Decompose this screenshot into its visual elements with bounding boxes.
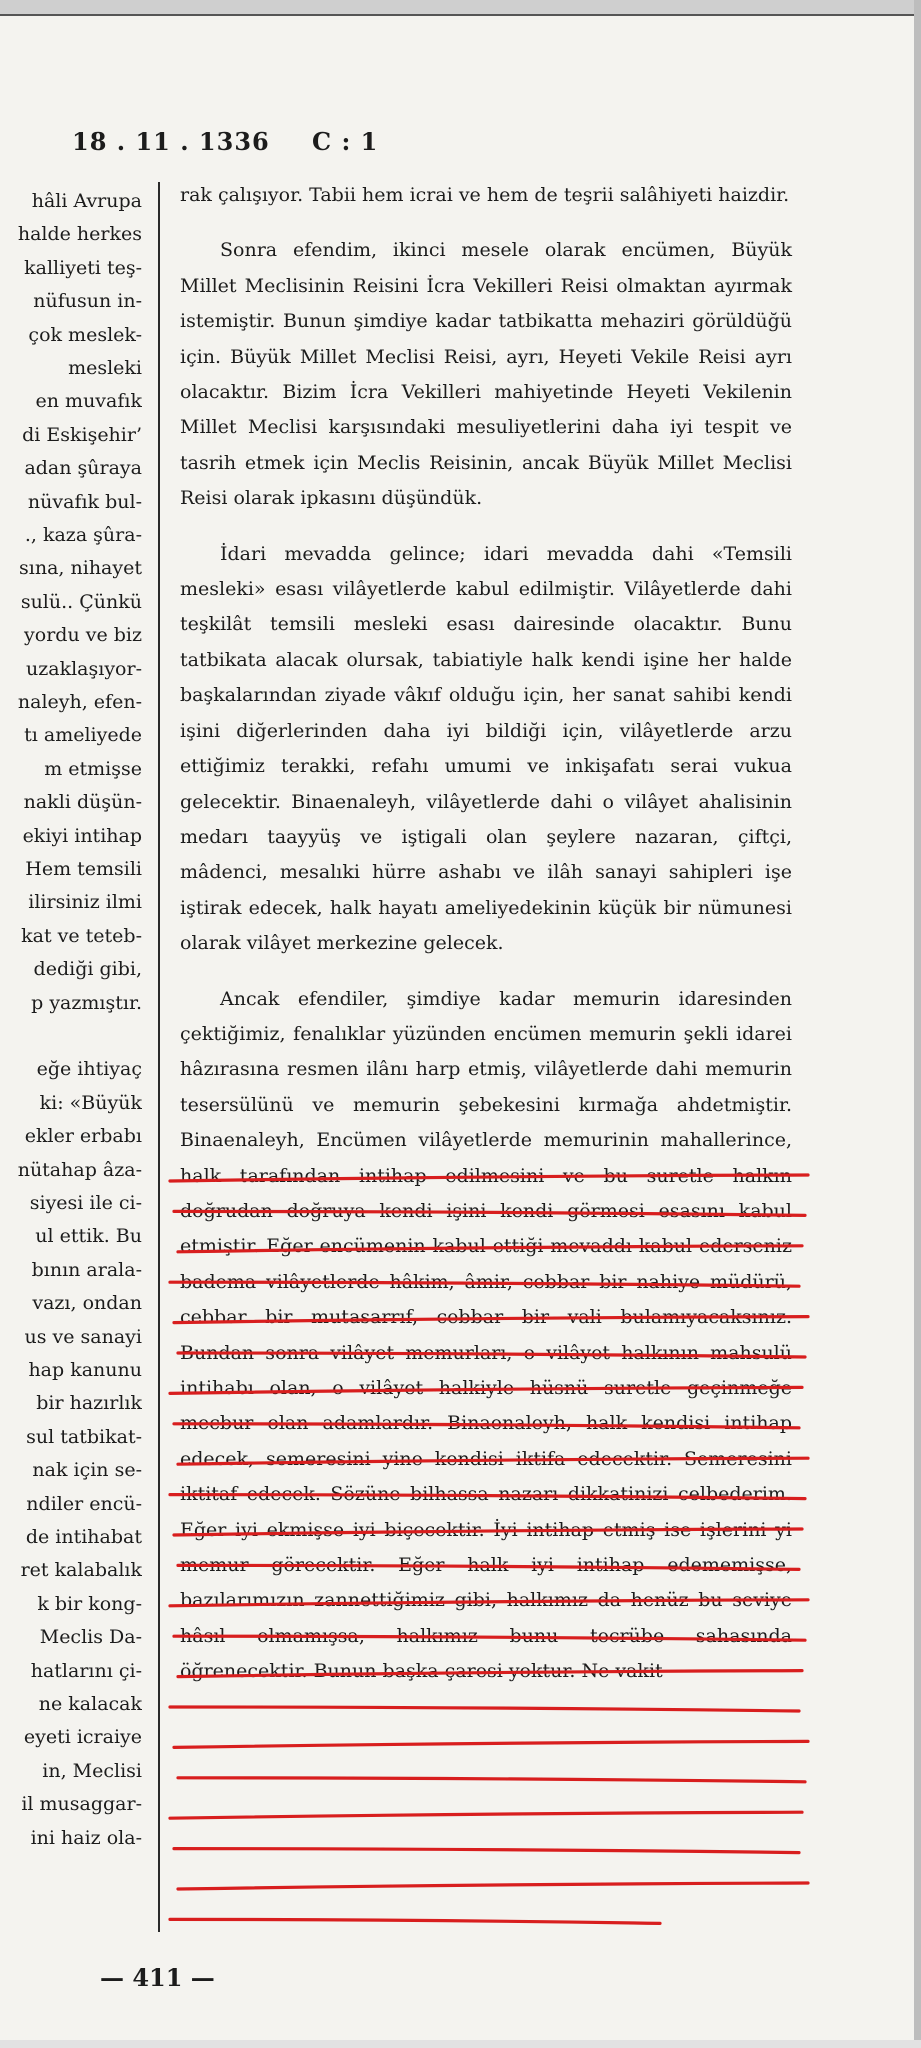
header-date: 18 . 11 . 1336 xyxy=(72,127,270,156)
left-column-line: vazı, ondan xyxy=(32,1292,142,1315)
column-divider xyxy=(158,182,160,1932)
left-column-line: in, Meclisi xyxy=(42,1759,142,1782)
left-column-line: nüfusun in- xyxy=(33,290,142,313)
left-column-line: nütahap âza- xyxy=(17,1158,142,1181)
left-column-line: mesleki xyxy=(68,357,142,379)
left-column-line: de intihabat xyxy=(25,1526,142,1548)
left-column-line: yordu ve biz xyxy=(24,624,142,647)
left-column-line: nakli düşün- xyxy=(23,791,142,814)
paragraph: İdari mevadda gelince; idari mevadda dahi «Temsili mesleki» esası vilâyetlerde kabul edilmiştir. Vilâyetlerde dahi teşkilât temsili mesleki esası dairesinde olacaktır. Bunu tatbikata alacak olursak, tabiatiyle halk kendi işine her halde başkalarından ziyade vâkıf olduğu için, her sanat sahibi kendi işini diğerlerinden daha iyi bildiği için, vilâyetlerde arzu ettiğimiz terakki, refahı umumi ve inkişafatı serai vukua gelecektir. Binaenaleyh, vilâyetlerde dahi o vilâyet ahalisinin medarı taayyüş ve iştigali olan şeylere nazaran, çiftçi, mâdenci, mesalıki hürre ashabı ve ilâh sanayi sahipleri işe iştirak edecek, halk hayatı ameliyedekinin küçük bir nümunesi olarak vilâyet merkezine gelecek. xyxy=(180,542,792,955)
left-column-line: nüvafık bul- xyxy=(27,490,142,513)
left-column-line: hatlarını çi- xyxy=(30,1659,142,1682)
scan-right-border xyxy=(914,0,921,2048)
left-column-line: ul ettik. Bu xyxy=(35,1225,142,1248)
left-column-line: sına, nihayet xyxy=(19,557,142,580)
left-column-line: ilirsiniz ilmi xyxy=(28,891,142,914)
left-column-line: hâli Avrupa xyxy=(31,190,142,212)
left-column-line: kalliyeti teş- xyxy=(24,256,142,279)
left-column-line: Meclis Da- xyxy=(39,1626,142,1649)
left-column-line: il musaggar- xyxy=(21,1793,142,1816)
left-column-line: siyesi ile ci- xyxy=(29,1192,142,1214)
scan-bottom-border xyxy=(0,2040,921,2048)
left-column-line: uzaklaşıyor- xyxy=(26,657,142,680)
left-column-line: k bir kong- xyxy=(37,1592,142,1615)
scan-top-border xyxy=(0,0,921,14)
left-column-line: kat ve teteb- xyxy=(21,924,142,947)
paragraph-continued: rak çalışıyor. Tabii hem icrai ve hem de teşrii salâhiyeti haizdir. xyxy=(180,184,790,206)
left-column-line: ndiler encü- xyxy=(26,1492,142,1515)
left-column-line: hap kanunu xyxy=(28,1359,142,1381)
left-column-line: bir hazırlık xyxy=(36,1392,142,1415)
left-column-line: sul tatbikat- xyxy=(26,1425,142,1448)
header-column-number: C : 1 xyxy=(312,127,379,156)
left-column-line: ki: «Büyük xyxy=(39,1091,142,1114)
left-column-line: ., kaza şûra- xyxy=(24,524,142,546)
left-column-line: ne kalacak xyxy=(38,1693,142,1715)
left-column-line: ret kalabalık xyxy=(20,1559,142,1582)
paragraph: Sonra efendim, ikinci mesele olarak encümen, Büyük Millet Meclisinin Reisini İcra Vekilleri Reisi olmaktan ayırmak istemiştir. Bunun şimdiye kadar tatbikatta mehaziri görüldüğü için. Büyük Millet Meclisi Reisi, ayrı, Heyeti Vekile Reisi ayrı olacaktır. Bizim İcra Vekilleri mahiyetinde Heyeti Vekilenin Millet Meclisi karşısındaki mesuliyetlerini daha iyi tespit ve tasrih etmek için Meclis Reisinin, ancak Büyük Millet Meclisi Reisi olarak ipkasını düşündük. xyxy=(180,239,792,510)
left-column-line: eyeti icraiye xyxy=(23,1726,142,1749)
left-column-line: halde herkes xyxy=(17,223,142,246)
left-column-line: ekler erbabı xyxy=(24,1125,142,1148)
main-column xyxy=(180,178,792,1958)
left-column-line: Hem temsili xyxy=(25,858,142,880)
left-column-line: sulü.. Çünkü xyxy=(20,590,142,613)
left-column-line: naleyh, efen- xyxy=(17,691,142,713)
left-column-line: us ve sanayi xyxy=(24,1325,142,1348)
left-column-line: m etmişse xyxy=(44,757,142,780)
left-column-line: en muvafık xyxy=(35,390,142,413)
left-column-line: tı ameliyede xyxy=(24,724,142,747)
left-column-line: ini haiz ola- xyxy=(30,1826,142,1849)
left-column-line: adan şûraya xyxy=(24,457,142,480)
scan-top-line xyxy=(0,14,921,16)
left-column-line: di Eskişehir’ xyxy=(22,423,142,446)
left-column-line: eğe ihtiyaç xyxy=(36,1058,142,1081)
page-number: — 411 — xyxy=(100,1963,215,1992)
left-column-line: p yazmıştır. xyxy=(31,991,142,1014)
left-column-fragment xyxy=(0,178,142,2018)
left-column-line: ekiyi intihap xyxy=(22,824,142,847)
left-column-line: dediği gibi, xyxy=(33,958,142,981)
left-column-line: çok meslek- xyxy=(28,323,142,346)
left-column-line: bının arala- xyxy=(31,1258,142,1281)
left-column-line: nak için se- xyxy=(32,1459,142,1482)
underlined-paragraph: Ancak efendiler, şimdiye kadar memurin idaresinden çektiğimiz, fenalıklar yüzünden encümen memurin şekli idarei hâzırasına resmen ilânı harp etmiş, vilâyetlerde dahi memurin tesersülünü ve memurin şebekesini kırmağa ahdetmiştir. Binaenaleyh, Encümen vilâyetlerde memurinin mahallerince, halk tarafından intihap edilmesini ve bu suretle halkın doğrudan doğruya kendi işini kendi görmesi esasını kabul etmiştir. Eğer encümenin kabul ettiği mevaddı kabul ederseniz badema vilâyetlerde hâkim, âmir, cebbar bir nahiye müdürü, cebbar bir mutasarrıf, cebbar bir vali bulamıyacaksınız. Bundan sonra vilâyet memurları, o vilâyet halkının mahsulü intihabı olan, o vilâyet halkiyle hüsnü suretle geçinmeğe mecbur olan adamlardır. Binaenaleyh, halk kendisi intihap edecek, semeresini yine kendisi iktifa edecektir. Semeresini iktitaf edecek. Sözüne bilhassa nazarı dikkatinizi celbederim. Eğer iyi ekmişse iyi biçecektir. İyi intihap etmiş ise işlerini yi memur görecektir. Eğer halk iyi intihap edememişse, bazılarımızın zannettiğimiz gibi, halkımız da henüz bu seviye hâsıl olmamışsa, halkımız bunu tecrübe sahasında öğrenecektir. Bunun başka çaresi yoktur. Ne vakit xyxy=(180,987,792,1683)
